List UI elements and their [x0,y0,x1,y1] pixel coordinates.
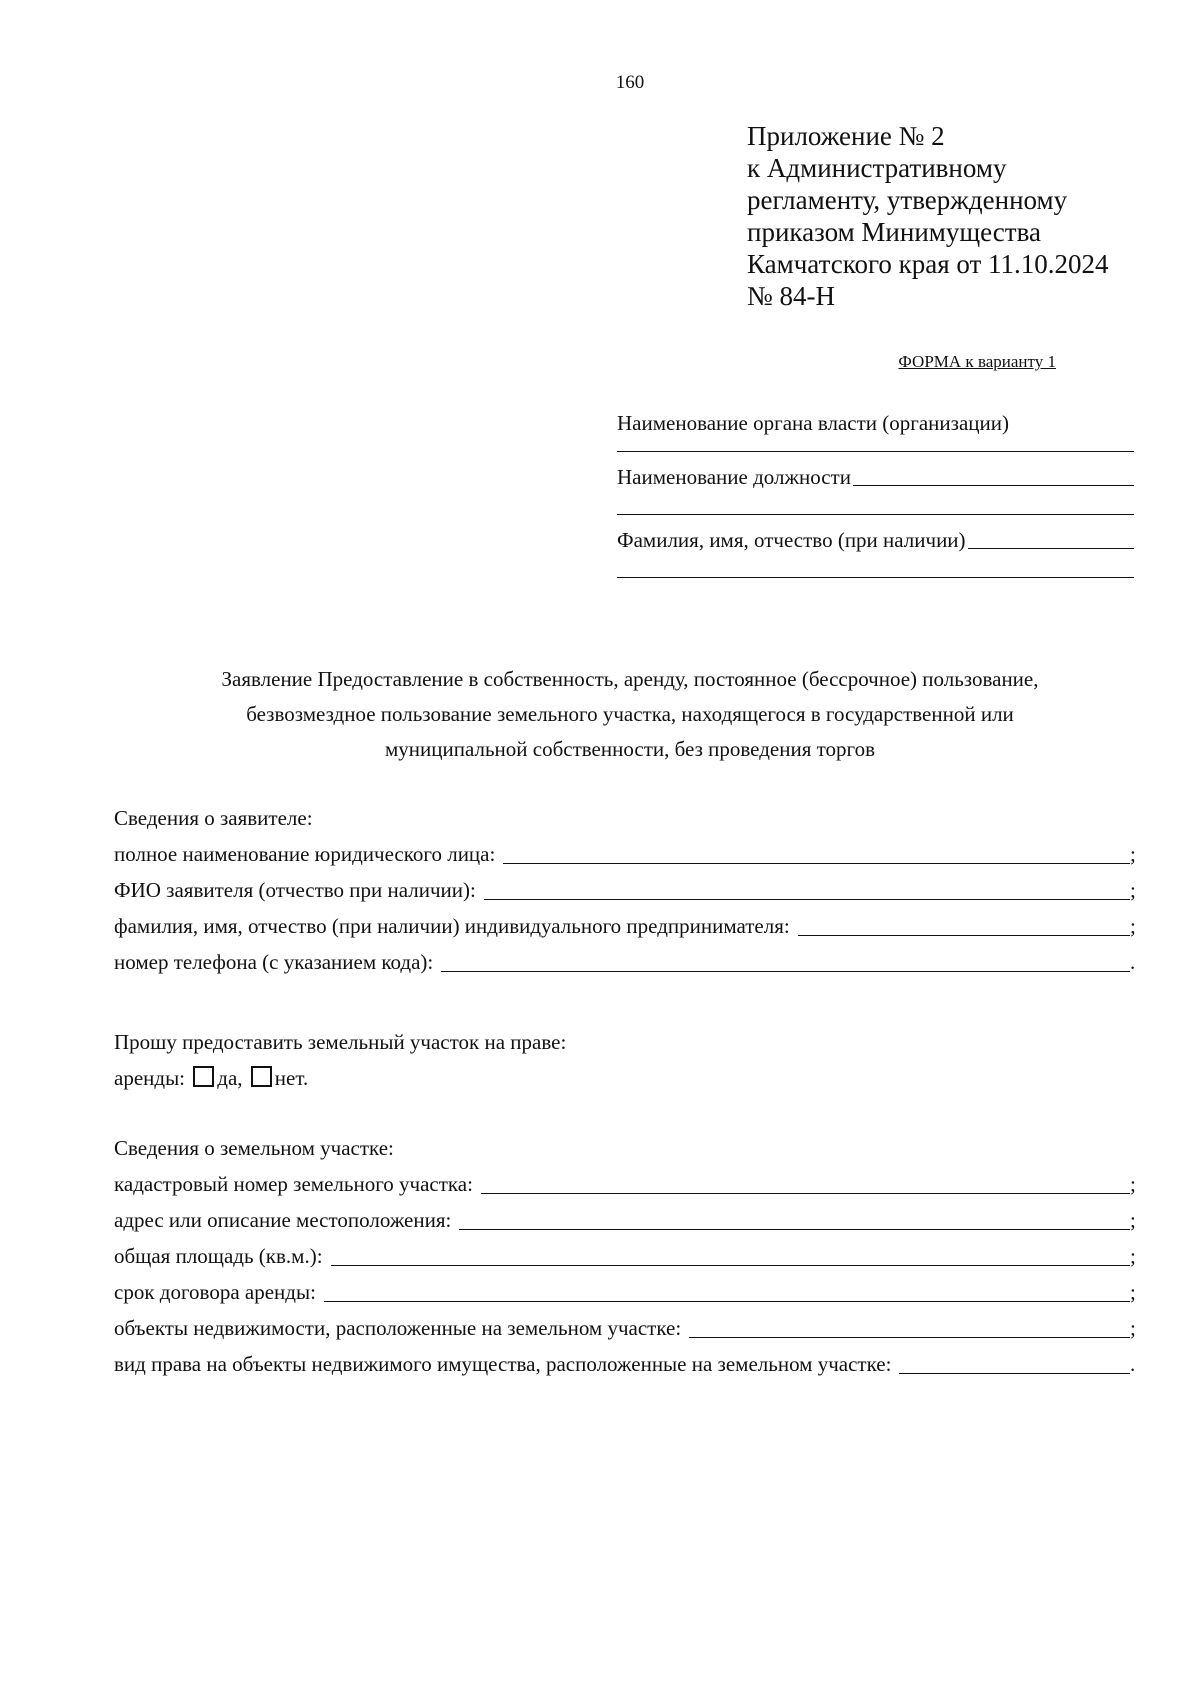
field-end: ; [1130,1172,1136,1196]
full-name-field[interactable] [968,548,1134,549]
land-field-row [114,1166,1140,1202]
field-label: общая площадь (кв.м.): [114,1244,323,1268]
application-title [140,662,1120,767]
form-variant-label: ФОРМА к варианту 1 [898,352,1056,371]
request-heading: Прошу предоставить земельный участок на праве: [114,1030,567,1054]
land-heading: Сведения о земельном участке: [114,1136,394,1160]
applicant-field-row [114,908,1140,944]
lease-label: аренды: [114,1066,186,1090]
property-right-type-field[interactable] [899,1373,1130,1374]
appendix-line: приказом Минимущества [747,217,1041,247]
land-field-row [114,1202,1140,1238]
applicant-section [114,800,1140,980]
lease-term-field[interactable] [324,1301,1130,1302]
field-label: вид права на объекты недвижимого имущества, расположенные на земельном участке: [114,1352,892,1376]
land-field-row [114,1346,1140,1382]
appendix-line: Приложение № 2 [747,121,945,151]
applicant-heading: Сведения о заявителе: [114,806,313,830]
field-end: ; [1130,1244,1136,1268]
applicant-field-row [114,944,1140,980]
field-end: . [1130,950,1136,974]
addressee-block [617,410,1134,610]
entrepreneur-name-field[interactable] [798,935,1130,936]
applicant-field-row [114,836,1140,872]
field-label: ФИО заявителя (отчество при наличии): [114,878,476,902]
lease-option-row [114,1060,1140,1096]
applicant-field-row [114,872,1140,908]
legal-entity-name-field[interactable] [503,863,1130,864]
land-field-row [114,1274,1140,1310]
field-end: ; [1130,842,1136,866]
title-line: муниципальной собственности, без проведения торгов [384,737,876,761]
full-name-field-continued[interactable] [617,577,1134,578]
page-number: 160 [615,72,645,93]
position-label: Наименование должности [617,465,851,489]
land-section [114,1130,1140,1382]
field-end: ; [1130,1280,1136,1304]
position-field-continued[interactable] [617,514,1134,515]
field-label: объекты недвижимости, расположенные на земельном участке: [114,1316,682,1340]
field-label: срок договора аренды: [114,1280,316,1304]
field-label: полное наименование юридического лица: [114,842,496,866]
full-name-row [617,527,1134,554]
title-line: Заявление Предоставление в собственность, аренду, постоянное (бессрочное) пользование, [221,667,1039,691]
appendix-line: № 84-Н [747,281,836,311]
lease-yes-checkbox[interactable] [193,1066,214,1087]
appendix-line: к Административному [747,153,1007,183]
field-end: ; [1130,1316,1136,1340]
full-name-label: Фамилия, имя, отчество (при наличии) [617,528,966,552]
field-end: ; [1130,878,1136,902]
appendix-line: Камчатского края от 11.10.2024 [747,249,1109,279]
applicant-name-field[interactable] [484,899,1130,900]
field-label: номер телефона (с указанием кода): [114,950,434,974]
field-label: кадастровый номер земельного участка: [114,1172,473,1196]
phone-number-field[interactable] [441,971,1130,972]
field-end: ; [1130,1208,1136,1232]
position-field[interactable] [853,485,1134,486]
authority-label: Наименование органа власти (организации) [617,411,1009,435]
position-row [617,464,1134,491]
land-field-row [114,1310,1140,1346]
cadastral-number-field[interactable] [481,1193,1130,1194]
field-label: адрес или описание местоположения: [114,1208,452,1232]
total-area-field[interactable] [331,1265,1130,1266]
authority-row [617,410,1134,437]
lease-no-checkbox[interactable] [251,1066,272,1087]
address-field[interactable] [459,1229,1130,1230]
lease-no-label: нет. [274,1066,309,1090]
title-line: безвозмездное пользование земельного участка, находящегося в государственной или [246,702,1014,726]
real-estate-objects-field[interactable] [689,1337,1130,1338]
appendix-block [747,120,1109,312]
authority-field[interactable] [617,451,1134,452]
lease-yes-label: да, [217,1066,243,1090]
land-field-row [114,1238,1140,1274]
field-label: фамилия, имя, отчество (при наличии) индивидуального предпринимателя: [114,914,790,938]
field-end: . [1130,1352,1136,1376]
request-section [114,1024,1140,1096]
appendix-line: регламенту, утвержденному [747,185,1068,215]
field-end: ; [1130,914,1136,938]
